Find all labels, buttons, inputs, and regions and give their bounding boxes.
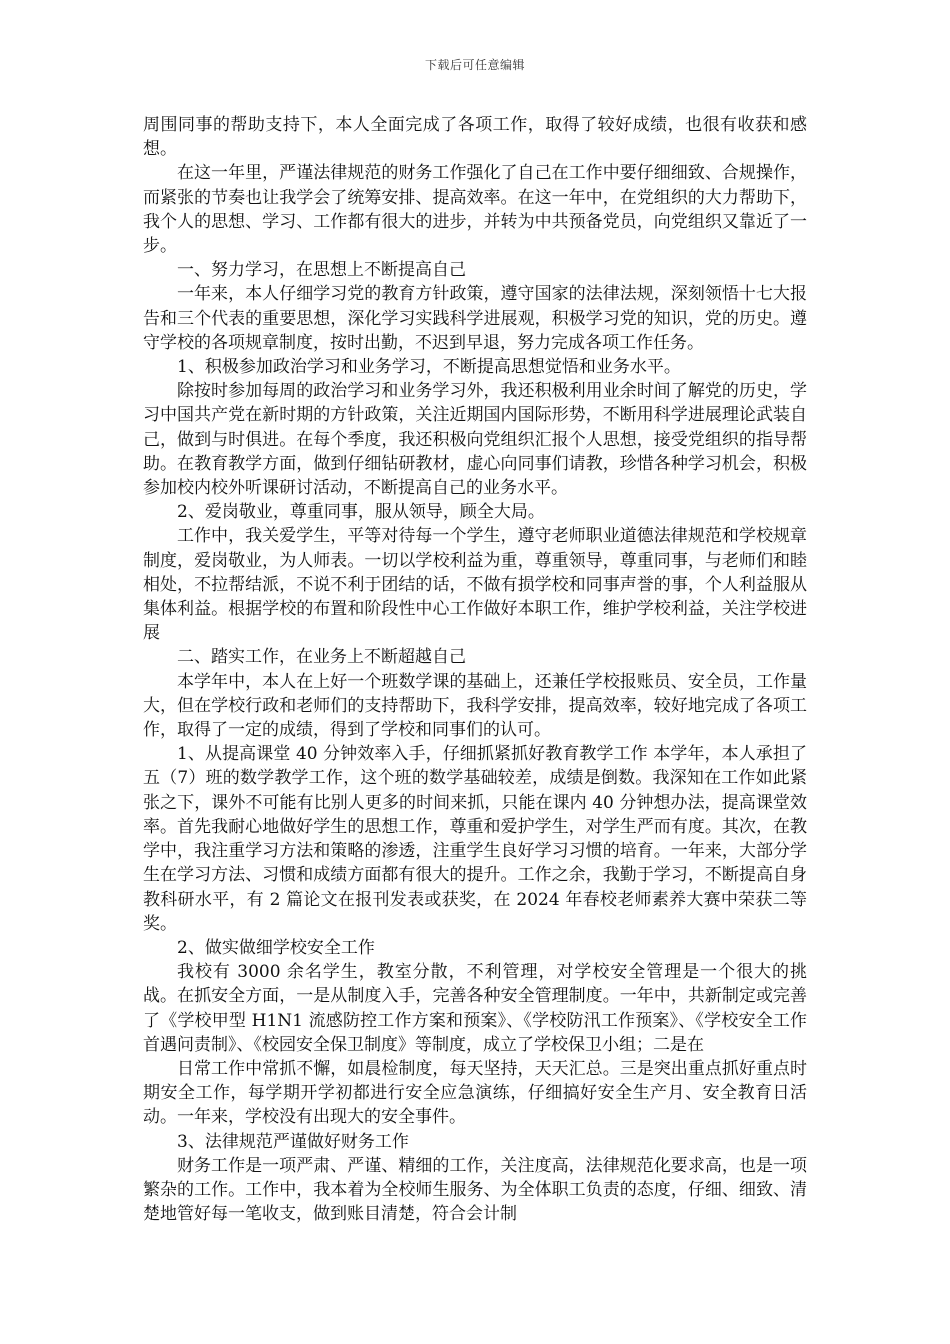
subsection-heading: 2、做实做细学校安全工作 [177,937,375,958]
paragraph: 日常工作中常抓不懈，如晨检制度，每天坚持，天天汇总。三是突出重点抓好重点时期安全工作，每学期开学初都进行安全应急演练，仔细搞好安全生产月、安全教育日活动。一年来，学校没有出现大的安全事件。 [143,1058,807,1128]
section-heading: 一、努力学习，在思想上不断提高自己 [177,260,466,281]
paragraph: 本学年中，本人在上好一个班数学课的基础上，还兼任学校报账员、安全员，工作量大，但在学校行政和老师们的支持帮助下，我科学安排，提高效率，较好地完成了各项工作，取得了一定的成绩，得到了学校和同事们的认可。 [143,671,807,741]
paragraph: 除按时参加每周的政治学习和业务学习外，我还积极利用业余时间了解党的历史，学习中国共产党在新时期的方针政策，关注近期国内国际形势，不断用科学进展理论武装自己，做到与时俱进。在每个季度，我还积极向党组织汇报个人思想，接受党组织的指导帮助。在教育教学方面，做到仔细钻研教材，虚心向同事们请教，珍惜各种学习机会，积极参加校内校外听课研讨活动，不断提高自己的业务水平。 [143,381,807,499]
subsection-heading: 1、积极参加政治学习和业务学习，不断提高思想觉悟和业务水平。 [177,357,681,378]
paragraph: 1、从提高课堂 40 分钟效率入手，仔细抓紧抓好教育教学工作 本学年，本人承担了五（7）班的数学教学工作，这个班的数学基础较差，成绩是倒数。我深知在工作如此紧张之下，课外不可能有比别人更多的时间来抓，只能在课内 40 分钟想办法，提高课堂效率。首先我耐心地做好学生的思想工作，尊重和爱护学生，对学生严而有度。其次，在教学中，我注重学习方法和策略的渗透，注重学生良好学习习惯的培育。一年来，大部分学生在学习方法、习惯和成绩方面都有很大的提升。工作之余，我勤于学习，不断提高自身教科研水平，有 2 篇论文在报刊发表或获奖，在 2024 年春校老师素养大赛中荣获二等奖。 [143,744,807,934]
paragraph: 我校有 3000 余名学生，教室分散，不利管理，对学校安全管理是一个很大的挑战。在抓安全方面，一是从制度入手，完善各种安全管理制度。一年中，共新制定或完善了《学校甲型 H1N1 流感防控工作方案和预案》、《学校防汛工作预案》、《学校安全工作首遇问责制》、《校园安全保卫制度》等制度，成立了学校保卫小组；二是在 [143,962,807,1055]
paragraph: 工作中，我关爱学生，平等对待每一个学生，遵守老师职业道德法律规范和学校规章制度，爱岗敬业，为人师表。一切以学校利益为重，尊重领导，尊重同事，与老师们和睦相处，不拉帮结派，不说不利于团结的话，不做有损学校和同事声誉的事，个人利益服从集体利益。根据学校的布置和阶段性中心工作做好本职工作，维护学校利益，关注学校进展 [143,526,807,644]
subsection-heading: 3、法律规范严谨做好财务工作 [177,1131,409,1152]
paragraph: 周围同事的帮助支持下，本人全面完成了各项工作，取得了较好成绩，也很有收获和感想。 [143,115,807,160]
document-body [143,113,807,1226]
subsection-heading: 2、爱岗敬业，尊重同事，服从领导，顾全大局。 [177,502,545,523]
paragraph: 一年来，本人仔细学习党的教育方针政策，遵守国家的法律法规，深刻领悟十七大报告和三个代表的重要思想，深化学习实践科学进展观，积极学习党的知识，党的历史。遵守学校的各项规章制度，按时出勤，不迟到早退，努力完成各项工作任务。 [143,284,807,353]
page-header-note: 下载后可任意编辑 [424,58,525,72]
section-heading: 二、踏实工作，在业务上不断超越自己 [177,647,466,668]
paragraph: 财务工作是一项严肃、严谨、精细的工作，关注度高，法律规范化要求高，也是一项繁杂的工作。工作中，我本着为全校师生服务、为全体职工负责的态度，仔细、细致、清楚地管好每一笔收支，做到账目清楚，符合会计制 [143,1155,807,1225]
paragraph: 在这一年里，严谨法律规范的财务工作强化了自己在工作中要仔细细致、合规操作，而紧张的节奏也让我学会了统筹安排、提高效率。在这一年中，在党组织的大力帮助下，我个人的思想、学习、工作都有很大的进步，并转为中共预备党员，向党组织又靠近了一步。 [143,163,807,257]
